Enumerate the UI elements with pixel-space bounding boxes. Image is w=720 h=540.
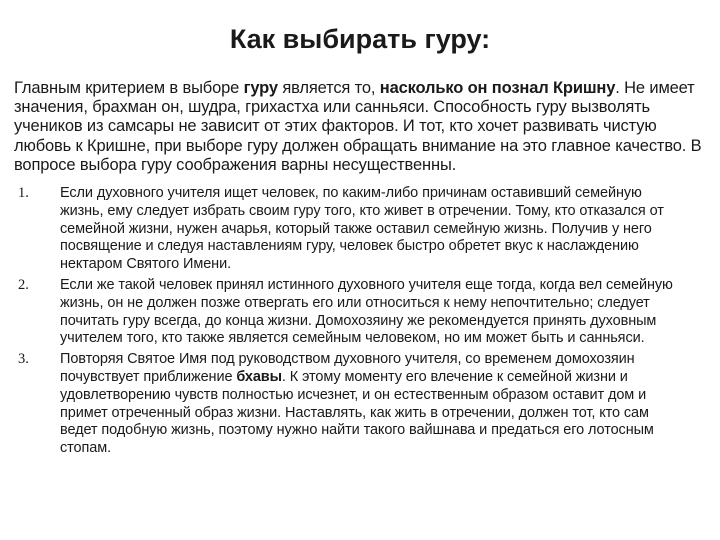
intro-text-end: . Не имеет значения, брахман он, шудра, грихастха или санньяси. Способность гуру вызволять учеников из самсары не зависит от этих факторов. И тот, кто хочет развивать чистую любовь к Кришне, при выборе гуру должен обращать внимание на это главное качество. В вопросе выбора гуру соображения варны несущественны. [14,79,702,174]
list-number: 2. [18,277,29,293]
list-number: 1. [18,185,29,202]
intro-bold-guru: гуру [243,79,278,97]
bold-term-bhava: бхавы [236,368,282,385]
list-item-text-start: Повторяя Святое Имя под руководством духовного учителя, со временем домохозяин почувствует приближение [60,351,635,385]
numbered-list [14,185,706,458]
list-item [14,351,706,458]
list-item-text [60,351,706,458]
intro-text-start: Главным критерием в выборе [14,79,244,97]
list-item-text: Если же такой человек принял истинного духовного учителя еще тогда, когда вел семейную жизнь, он не должен позже отвергать его или относиться к нему непочтительно; следует почитать гуру всегда, до конца жизни. Домохозяину же рекомендуется принять духовным учителем того, кто также является семейным человеком, но им может быть и санньяси. [60,277,673,347]
page-title: Как выбирать гуру: [229,24,491,54]
list-item [14,185,706,274]
intro-paragraph [14,79,706,175]
intro-text-middle: является то, [277,79,380,97]
list-item [14,277,706,348]
list-item-text: Если духовного учителя ищет человек, по каким-либо причинам оставивший семейную жизнь, ему следует избрать своим гуру того, кто живет в отречении. Тому, кто отказался от семейной жизни, нужен ачарья, который также оставил семейную жизнь. Получив у него посвящение и следуя наставлениям гуру, человек быстро обретет вкус к наслаждению нектаром Святого Имени. [60,185,664,273]
list-number: 3. [18,351,29,368]
list-item-text-end: . К этому моменту его влечение к семейной жизни и удовлетворению чувств полностью исчезнет, и он естественным образом оставит дом и примет отреченный образ жизни. Наставлять, как жить в отречении, должен тот, кто сам ведет подобную жизнь, поэтому нужно найти такого вайшнава и предаться его лотосным стопам. [60,368,654,457]
intro-bold-krishna: насколько он познал Кришну [379,79,616,97]
